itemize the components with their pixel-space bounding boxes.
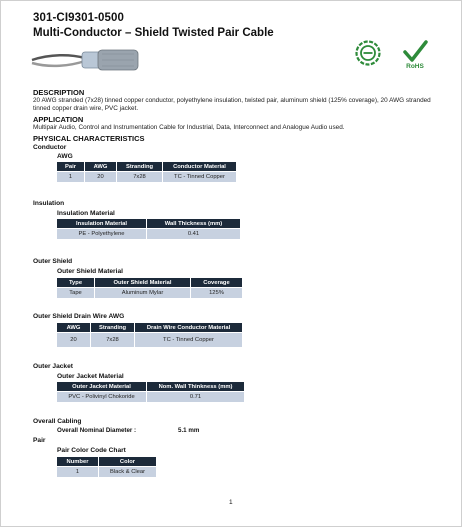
outer-jacket-sub: Outer Jacket Material: [57, 373, 124, 380]
conductor-table: [56, 161, 237, 183]
pair-label: Pair: [33, 437, 46, 444]
table-header: AWG: [57, 323, 91, 333]
insulation-label: Insulation: [33, 200, 65, 207]
table-header: Number: [57, 457, 99, 467]
table-header: Outer Shield Material: [95, 278, 191, 288]
table-header: Color: [99, 457, 157, 467]
table-cell: TC - Tinned Copper: [135, 333, 243, 348]
table-header: Insulation Material: [57, 219, 147, 229]
pair-color-table: [56, 456, 157, 478]
table-row: [57, 392, 245, 403]
cable-illustration: [30, 44, 140, 74]
table-cell: PVC - Polivinyl Chokoride: [57, 392, 147, 403]
table-cell: 7x28: [91, 333, 135, 348]
table-cell: 20: [57, 333, 91, 348]
table-cell: 1: [57, 467, 99, 478]
table-header: Stranding: [117, 162, 163, 172]
application-text: Multipair Audio, Control and Instrumentation Cable for Industrial, Data, Interconnect and Analogue Audio used.: [33, 124, 345, 131]
table-cell: Black & Clear: [99, 467, 157, 478]
table-header-row: [57, 457, 157, 467]
table-cell: 7x28: [117, 172, 163, 183]
table-header-row: [57, 162, 237, 172]
table-header: Drain Wire Conductor Material: [135, 323, 243, 333]
outer-jacket-label: Outer Jacket: [33, 363, 73, 370]
table-row: [57, 333, 243, 348]
physical-heading: PHYSICAL CHARACTERISTICS: [33, 134, 145, 143]
table-header-row: [57, 219, 241, 229]
table-header: Conductor Material: [163, 162, 237, 172]
overall-cabling-label: Overall Cabling: [33, 418, 82, 425]
table-cell: 1: [57, 172, 85, 183]
outer-shield-table: [56, 277, 243, 299]
table-header-row: [57, 323, 243, 333]
drain-wire-table: [56, 322, 243, 348]
table-cell: TC - Tinned Copper: [163, 172, 237, 183]
insulation-table: [56, 218, 241, 240]
application-heading: APPLICATION: [33, 115, 84, 124]
table-header-row: [57, 382, 245, 392]
table-header: Wall Thickness (mm): [147, 219, 241, 229]
drain-wire-label: Outer Shield Drain Wire AWG: [33, 313, 125, 320]
table-cell: 0.71: [147, 392, 245, 403]
table-row: [57, 467, 157, 478]
overall-diameter-value: 5.1 mm: [178, 427, 200, 434]
table-cell: 125%: [191, 288, 243, 299]
part-number: 301-CI9301-0500: [33, 12, 125, 24]
outer-jacket-table: [56, 381, 245, 403]
table-header: Coverage: [191, 278, 243, 288]
table-cell: 0.41: [147, 229, 241, 240]
description-heading: DESCRIPTION: [33, 88, 85, 97]
pair-sub: Pair Color Code Chart: [57, 447, 126, 454]
description-text: 20 AWG stranded (7x28) tinned copper conductor, polyethylene insulation, twisted pair, aluminum shield (125% coverage), 20 AWG stranded tinned copper drain wire, PVC jacket.: [33, 97, 431, 112]
table-header: Nom. Wall Thinkness (mm): [147, 382, 245, 392]
page-title: Multi-Conductor – Shield Twisted Pair Cable: [33, 27, 274, 39]
conductor-sub: AWG: [57, 153, 73, 160]
insulation-sub: Insulation Material: [57, 210, 115, 217]
table-header: Outer Jacket Material: [57, 382, 147, 392]
table-row: [57, 172, 237, 183]
conductor-label: Conductor: [33, 144, 67, 151]
overall-diameter-key: Overall Nominal Diameter :: [57, 427, 137, 434]
rohs-label: RoHS: [406, 63, 424, 70]
table-header: AWG: [85, 162, 117, 172]
rohs-logo: [402, 40, 428, 70]
table-header: Stranding: [91, 323, 135, 333]
table-row: [57, 229, 241, 240]
table-header: Pair: [57, 162, 85, 172]
table-cell: PE - Polyethylene: [57, 229, 147, 240]
e-compliance-logo: [355, 40, 381, 66]
table-row: [57, 288, 243, 299]
table-cell: Tape: [57, 288, 95, 299]
outer-shield-sub: Outer Shield Material: [57, 268, 123, 275]
table-cell: 20: [85, 172, 117, 183]
table-cell: Aluminum Mylar: [95, 288, 191, 299]
page-number: 1: [229, 499, 233, 506]
table-header-row: [57, 278, 243, 288]
outer-shield-label: Outer Shield: [33, 258, 73, 265]
table-header: Type: [57, 278, 95, 288]
